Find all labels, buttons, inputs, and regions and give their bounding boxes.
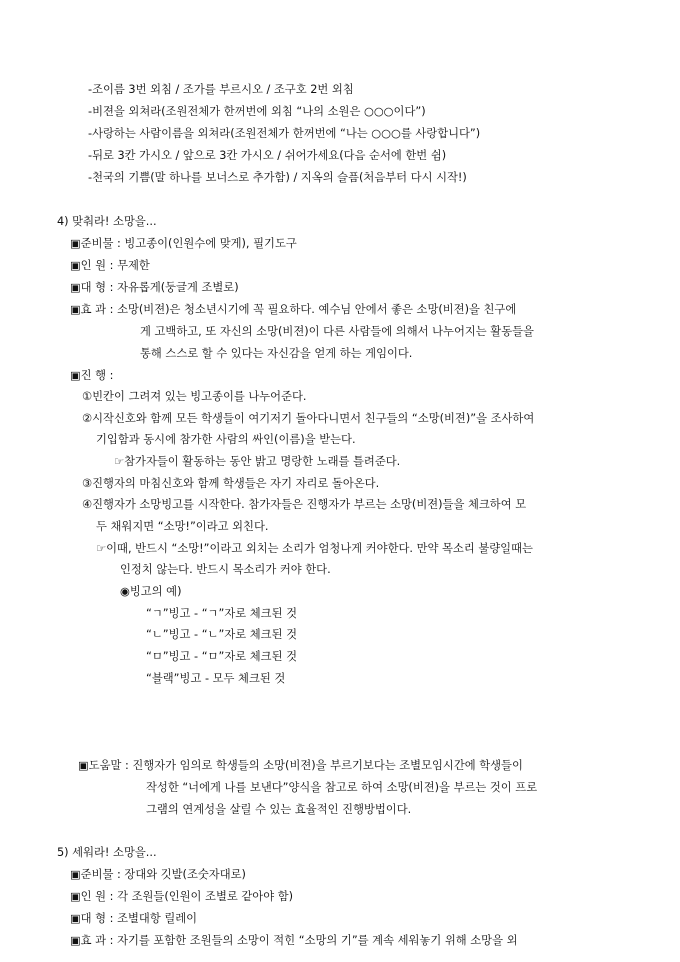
bingo-example: “블랙”빙고 - 모두 체크된 것 bbox=[146, 672, 286, 685]
prep-item: ▣준비물 : 빙고종이(인원수에 맞게), 필기도구 bbox=[70, 237, 297, 250]
step-continuation: 기입함과 동시에 참가한 사람의 싸인(이름)을 받는다. bbox=[96, 433, 356, 446]
section-heading: 5) 세워라! 소망을... bbox=[57, 846, 157, 859]
section-heading: 4) 맞춰라! 소망을... bbox=[57, 215, 157, 228]
formation-item: ▣대 형 : 조별대항 릴레이 bbox=[70, 912, 198, 925]
effect-item: ▣효 과 : 소망(비젼)은 청소년시기에 꼭 필요하다. 예수님 안에서 좋은 소망(비젼)을 친구에 bbox=[70, 303, 517, 316]
step-item: ①빈칸이 그려져 있는 빙고종이를 나누어준다. bbox=[82, 390, 307, 403]
list-item: -사랑하는 사람이름을 외쳐라(조원전체가 한꺼번에 “나는 ○○○를 사랑합니다”) bbox=[88, 127, 481, 140]
effect-continuation: 게 고백하고, 또 자신의 소망(비젼)이 다른 사람들에 의해서 나누어지는 활동들을 bbox=[140, 325, 534, 338]
list-item: -뒤로 3칸 가시오 / 앞으로 3칸 가시오 / 쉬어가세요(다음 순서에 한번 쉼) bbox=[88, 149, 447, 162]
bingo-example: “ㄱ”빙고 - “ㄱ”자로 체크된 것 bbox=[146, 607, 297, 620]
progress-label: ▣진 행 : bbox=[70, 369, 114, 382]
step-note-continuation: 인정치 않는다. 반드시 목소리가 커야 한다. bbox=[120, 563, 331, 576]
prep-item: ▣준비물 : 장대와 깃발(조숫자대로) bbox=[70, 868, 246, 881]
helper-continuation: 작성한 “너에게 나를 보낸다”양식을 참고로 하여 소망(비젼)을 부르는 것이 프로 bbox=[146, 781, 538, 794]
formation-item: ▣대 형 : 자유롭게(둥글게 조별로) bbox=[70, 281, 239, 294]
helper-continuation: 그램의 연계성을 살릴 수 있는 효율적인 진행방법이다. bbox=[146, 803, 412, 816]
people-item: ▣인 원 : 각 조원들(인원이 조별로 같아야 함) bbox=[70, 890, 294, 903]
step-continuation: 두 채워지면 “소망!”이라고 외친다. bbox=[96, 520, 269, 533]
step-item: ③진행자의 마침신호와 함께 학생들은 자기 자리로 돌아온다. bbox=[82, 477, 380, 490]
people-item: ▣인 원 : 무제한 bbox=[70, 259, 150, 272]
step-item: ②시작신호와 함께 모든 학생들이 여기저기 돌아다니면서 친구들의 “소망(비젼)”을 조사하여 bbox=[82, 412, 535, 425]
step-note: ☞참가자들이 활동하는 동안 밝고 명랑한 노래를 틀려준다. bbox=[114, 455, 401, 468]
helper-item: ▣도움말 : 진행자가 임의로 학생들의 소망(비젼)을 부르기보다는 조별모임시간에 학생들이 bbox=[78, 759, 523, 772]
step-item: ④진행자가 소망빙고를 시작한다. 참가자들은 진행자가 부르는 소망(비젼)들을 체크하여 모 bbox=[82, 498, 527, 511]
bingo-example: “ㄴ”빙고 - “ㄴ”자로 체크된 것 bbox=[146, 628, 297, 641]
bingo-examples-title: ◉빙고의 예) bbox=[120, 585, 182, 598]
effect-item: ▣효 과 : 자기를 포함한 조원들의 소망이 적힌 “소망의 기”를 계속 세워놓기 위해 소망을 외 bbox=[70, 934, 518, 947]
list-item: -천국의 기쁨(말 하나를 보너스로 추가함) / 지옥의 슬픔(처음부터 다시 시작!) bbox=[88, 171, 467, 184]
bingo-example: “ㅁ”빙고 - “ㅁ”자로 체크된 것 bbox=[146, 650, 297, 663]
list-item: -조이름 3번 외침 / 조가를 부르시오 / 조구호 2번 외침 bbox=[88, 83, 354, 96]
step-note: ☞이때, 반드시 “소망!”이라고 외치는 소리가 엄청나게 커야한다. 만약 목소리 불량일때는 bbox=[96, 542, 533, 555]
effect-continuation: 통해 스스로 할 수 있다는 자신감을 얻게 하는 게임이다. bbox=[140, 347, 413, 360]
list-item: -비젼을 외쳐라(조원전체가 한꺼번에 외침 “나의 소원은 ○○○이다”) bbox=[88, 105, 426, 118]
